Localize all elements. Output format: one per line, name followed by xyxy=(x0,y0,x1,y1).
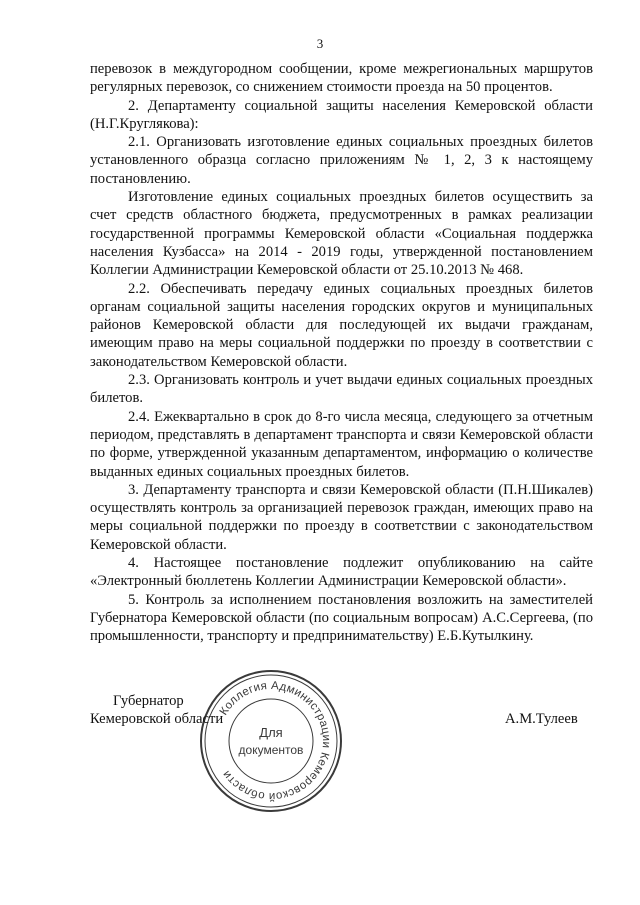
paragraph-continuation: перевозок в междугородном сообщении, кроме межрегиональных маршрутов регулярных перевозок, со снижением стоимости проезда на 50 процентов. xyxy=(90,61,593,96)
paragraph-item-2-2: 2.2. Обеспечивать передачу единых социальных проездных билетов органам социальной защиты населения городских округов и муниципальных районов Кемеровской области для последующей их выдачи гражданам, имеющим право на меры социальной поддержки по проезду в соответствии с законодательством Кемеровской области. xyxy=(90,280,593,370)
page-number: 3 xyxy=(316,36,324,51)
signatory-name: А.М.Тулеев xyxy=(505,711,578,727)
paragraph-item-4: 4. Настоящее постановление подлежит опубликованию на сайте «Электронный бюллетень Коллегии Администрации Кемеровской области». xyxy=(90,555,593,590)
stamp-seal-graphic xyxy=(196,666,346,816)
paragraph-item-5: 5. Контроль за исполнением постановления возложить на заместителей Губернатора Кемеровской области (по социальным вопросам) А.С.Сергеева, (по промышленности, транспорту и предпринимательству) Е.Б.Кутылкину. xyxy=(90,591,593,645)
paragraph-item-2-3: 2.3. Организовать контроль и учет выдачи единых социальных проездных билетов. xyxy=(90,372,593,407)
stamp-ring-text: Коллегия Администрации Кемеровской области xyxy=(217,679,333,803)
official-stamp xyxy=(196,666,346,816)
paragraph-item-2-1: 2.1. Организовать изготовление единых социальных проездных билетов установленного образца согласно приложениям № 1, 2, 3 к настоящему постановлению. xyxy=(90,134,593,187)
signatory-region: Кемеровской области xyxy=(90,711,224,727)
paragraph-funding: Изготовление единых социальных проездных билетов осуществить за счет средств областного бюджета, предусмотренных в рамках реализации государственной программы Кемеровской области «Социальная поддержка населения Кузбасса» на 2014 - 2019 годы, утвержденной постановлением Коллегии Администрации Кемеровской области от 25.10.2013 № 468. xyxy=(90,189,593,279)
svg-text:Коллегия Администрации Кемеров xyxy=(218,680,332,802)
paragraph-item-3: 3. Департаменту транспорта и связи Кемеровской области (П.Н.Шикалев) осуществлять контроль за организацией перевозок граждан, имеющих право на меры социальной поддержки по проезду в соответствии с законодательством Кемеровской области. xyxy=(90,481,593,553)
signatory-title: Губернатор xyxy=(113,693,184,709)
paragraph-item-2: 2. Департаменту социальной защиты населения Кемеровской области (Н.Г.Круглякова): xyxy=(90,97,593,132)
stamp-center-line1: Для xyxy=(259,725,283,740)
document-body xyxy=(90,60,593,646)
paragraph-item-2-4: 2.4. Ежеквартально в срок до 8-го числа месяца, следующего за отчетным периодом, представлять в департамент транспорта и связи Кемеровской области по форме, утвержденной указанным департаментом, информацию о количестве выданных единых социальных проездных билетов. xyxy=(90,408,593,480)
stamp-center-line2: документов xyxy=(238,743,304,757)
